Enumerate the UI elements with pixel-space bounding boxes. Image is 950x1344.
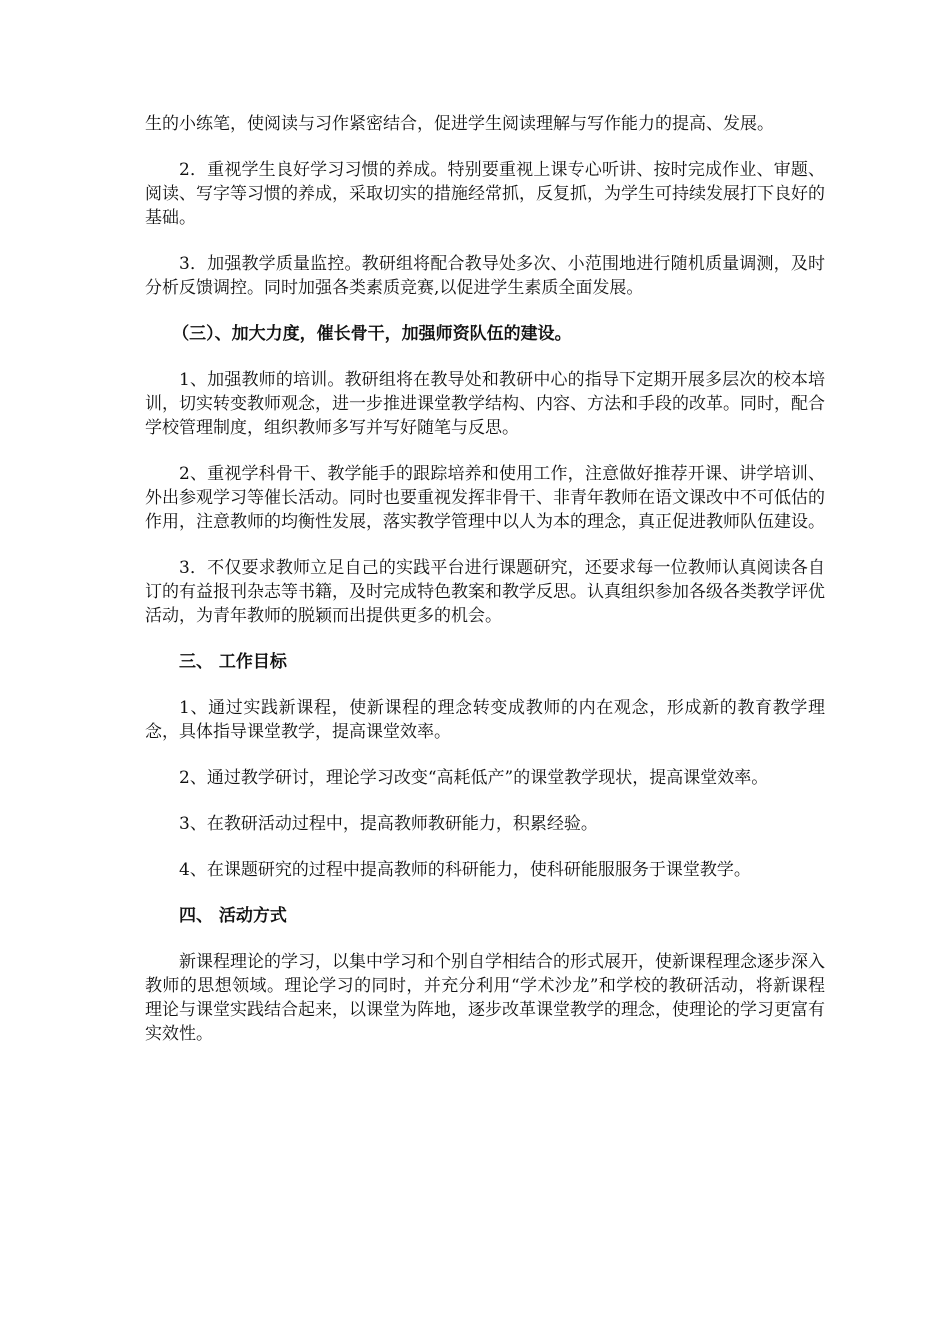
paragraph-goal-3: 3、在教研活动过程中，提高教师教研能力，积累经验。 [179,814,598,834]
paragraph-teacher-training: 1、加强教师的培训。教研组将在教导处和教研中心的指导下定期开展多层次的校本培训，切实转变教师观念，进一步推进课堂教学结构、内容、方法和手段的改革。同时，配合学校管理制度，组织教师多写并写好随笔与反思。 [145,370,825,438]
paragraph-backbone-teachers: 2、重视学科骨干、教学能手的跟踪培养和使用工作，注意做好推荐开课、讲学培训、外出参观学习等催长活动。同时也要重视发挥非骨干、非青年教师在语文课改中不可低估的作用，注意教师的均衡性发展，落实教学管理中以人为本的理念，真正促进教师队伍建设。 [145,464,825,532]
paragraph-activity-methods: 新课程理论的学习，以集中学习和个别自学相结合的形式展开，使新课程理念逐步深入教师的思想领域。理论学习的同时，并充分利用“学术沙龙”和学校的教研活动，将新课程理论与课堂实践结合起来，以课堂为阵地，逐步改革课堂教学的理念，使理论的学习更富有实效性。 [145,952,825,1044]
paragraph-study-habits: 2．重视学生良好学习习惯的养成。特别要重视上课专心听讲、按时完成作业、审题、阅读、写字等习惯的养成，采取切实的措施经常抓，反复抓，为学生可持续发展打下良好的基础。 [145,160,825,228]
paragraph-goal-4: 4、在课题研究的过程中提高教师的科研能力，使科研能服服务于课堂教学。 [179,860,751,880]
document-page [145,112,825,1068]
section-heading-work-goals: 三、 工作目标 [179,652,287,672]
section-heading-activity-methods: 四、 活动方式 [179,906,287,926]
paragraph-quality-monitoring: 3．加强教学质量监控。教研组将配合教导处多次、小范围地进行随机质量调测，及时分析反馈调控。同时加强各类素质竞赛,以促进学生素质全面发展。 [145,254,825,298]
paragraph-goal-1: 1、通过实践新课程，使新课程的理念转变成教师的内在观念，形成新的教育教学理念，具体指导课堂教学，提高课堂效率。 [145,698,825,742]
paragraph-research-projects: 3．不仅要求教师立足自己的实践平台进行课题研究，还要求每一位教师认真阅读各自订的有益报刊杂志等书籍，及时完成特色教案和教学反思。认真组织参加各级各类教学评优活动，为青年教师的脱颖而出提供更多的机会。 [145,558,825,626]
paragraph-continuation: 生的小练笔，使阅读与习作紧密结合，促进学生阅读理解与写作能力的提高、发展。 [145,114,774,134]
paragraph-goal-2: 2、通过教学研讨，理论学习改变“高耗低产”的课堂教学现状，提高课堂效率。 [179,768,769,788]
section-heading-teacher-team: （三）、加大力度，催长骨干，加强师资队伍的建设。 [172,324,572,344]
